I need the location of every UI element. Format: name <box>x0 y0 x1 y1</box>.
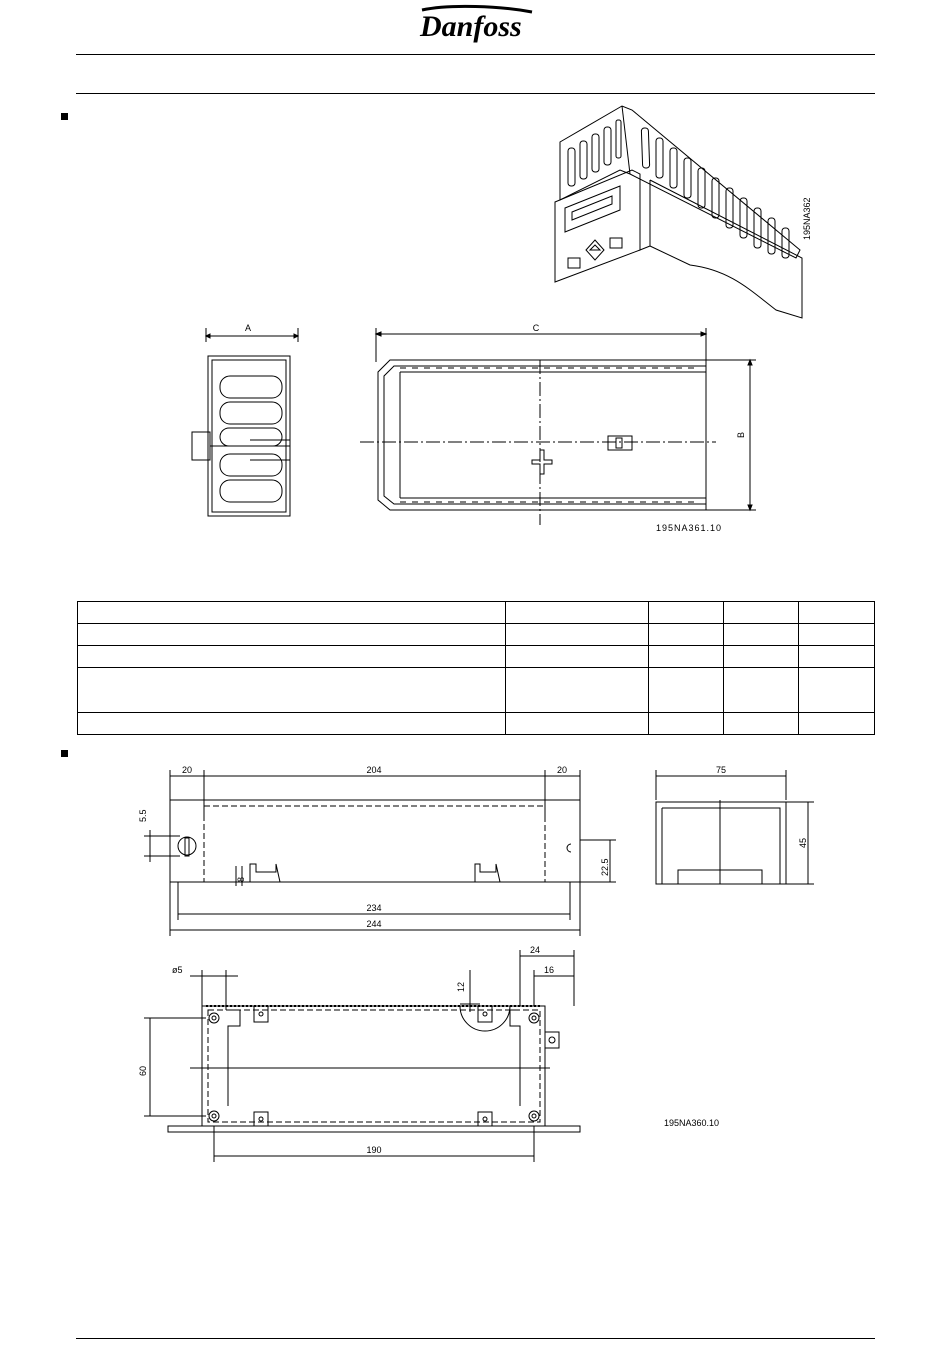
table-row <box>78 646 875 668</box>
table-cell <box>506 668 649 713</box>
dim-45: 45 <box>798 837 808 848</box>
isometric-cover-drawing <box>550 100 820 320</box>
dim-label-b: B <box>736 431 746 438</box>
dim-24: 24 <box>530 945 541 955</box>
dim-label-a: A <box>244 323 252 333</box>
table-row <box>78 668 875 713</box>
table-cell <box>78 668 506 713</box>
table-cell <box>649 624 724 646</box>
logo-text: Danfoss <box>420 10 522 43</box>
dim-8: 8 <box>236 876 246 882</box>
table-row <box>78 624 875 646</box>
top-view-drawing <box>360 320 780 550</box>
section-bullet-1 <box>61 113 68 120</box>
dim-60: 60 <box>138 1065 148 1076</box>
table-cell <box>506 713 649 735</box>
figure-top-code: 195NA361.10 <box>656 523 723 533</box>
danfoss-logo-graphic <box>410 0 540 48</box>
table-cell <box>649 668 724 713</box>
dim-190: 190 <box>366 1145 382 1155</box>
dim-22-5: 22.5 <box>600 858 610 876</box>
table-cell <box>799 602 875 624</box>
table-row <box>78 602 875 624</box>
data-table <box>77 601 875 735</box>
front-view-drawing <box>130 760 610 940</box>
header-rule-top <box>76 54 875 55</box>
table-row <box>78 713 875 735</box>
footer-rule <box>76 1338 875 1339</box>
dim-label-c: C <box>532 323 540 333</box>
table-cell <box>506 624 649 646</box>
dim-phi5: ø5 <box>172 965 183 975</box>
side-view-drawing <box>190 320 310 520</box>
figure-bottom-code: 195NA360.10 <box>664 1118 720 1128</box>
table-cell <box>799 624 875 646</box>
table-cell <box>649 602 724 624</box>
dim-75: 75 <box>715 765 727 775</box>
table-cell <box>724 713 799 735</box>
table-cell <box>724 668 799 713</box>
table-cell <box>78 713 506 735</box>
table-cell <box>506 646 649 668</box>
plan-view-drawing <box>130 940 720 1170</box>
end-view-drawing <box>650 760 820 890</box>
table-cell <box>78 624 506 646</box>
table-cell <box>799 646 875 668</box>
header-rule-bottom <box>76 93 875 94</box>
table-cell <box>649 713 724 735</box>
section-bullet-2 <box>61 750 68 757</box>
dim-16: 16 <box>544 965 555 975</box>
table-cell <box>506 602 649 624</box>
table-cell <box>724 602 799 624</box>
iso-code-label: 195NA362 <box>802 197 812 240</box>
table-cell <box>724 646 799 668</box>
dim-12: 12 <box>456 981 466 992</box>
dim-204: 204 <box>366 765 382 775</box>
dim-5-5: 5.5 <box>138 809 148 822</box>
danfoss-logo <box>410 0 540 48</box>
table-cell <box>799 668 875 713</box>
table-cell <box>78 602 506 624</box>
table-cell <box>799 713 875 735</box>
table-cell <box>724 624 799 646</box>
dim-244: 244 <box>366 919 382 929</box>
table-cell <box>78 646 506 668</box>
dim-20-left: 20 <box>181 765 193 775</box>
table-cell <box>649 646 724 668</box>
dim-234: 234 <box>366 903 382 913</box>
dim-20-right: 20 <box>556 765 568 775</box>
